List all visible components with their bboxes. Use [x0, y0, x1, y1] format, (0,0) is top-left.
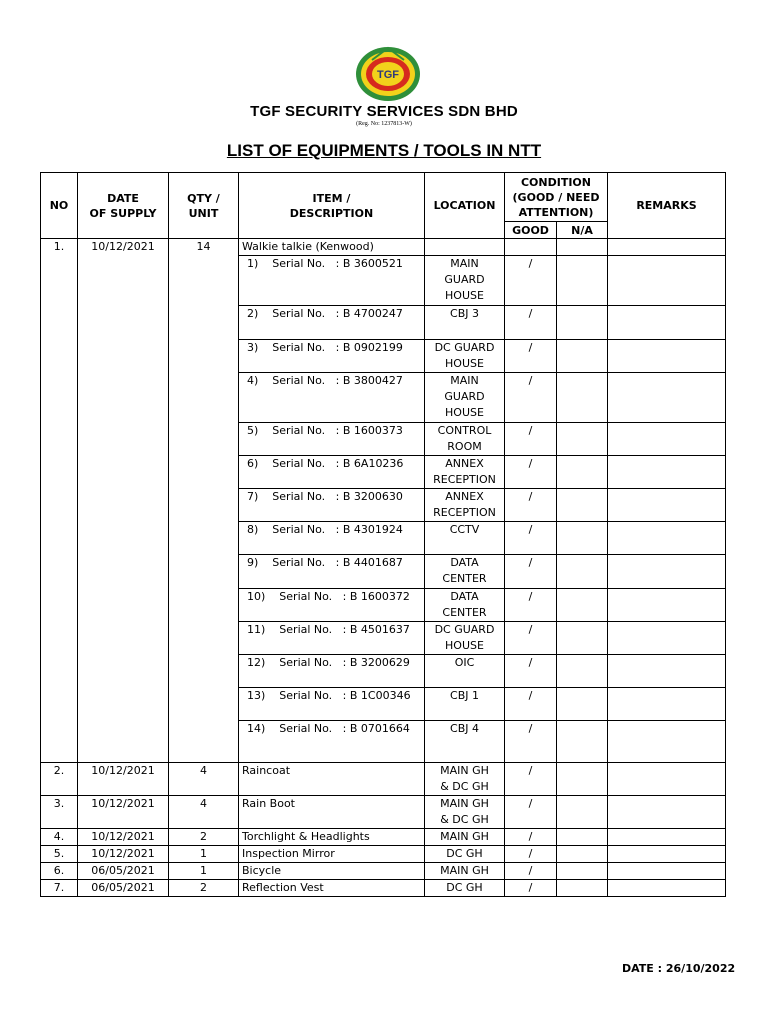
- serial-remarks: [608, 489, 726, 522]
- serial-number-index: 11): [247, 623, 266, 636]
- row-item: Rain Boot: [239, 796, 425, 829]
- serial-number-text: Serial No. : B 0701664: [279, 722, 410, 735]
- serial-number-index: 9): [247, 556, 259, 569]
- row-item: Bicycle: [239, 863, 425, 880]
- footer-date: DATE : 26/10/2022: [622, 962, 736, 975]
- serial-remarks: [608, 688, 726, 721]
- row-location: MAIN GH: [425, 863, 505, 880]
- serial-item: [239, 589, 425, 622]
- serial-number-index: 5): [247, 424, 259, 437]
- header-condition: CONDITION (GOOD / NEED ATTENTION): [505, 173, 608, 222]
- serial-number-index: 3): [247, 341, 259, 354]
- serial-good: /: [505, 489, 557, 522]
- serial-good: /: [505, 688, 557, 721]
- row-remarks: [608, 863, 726, 880]
- serial-good: /: [505, 655, 557, 688]
- row-good: /: [505, 846, 557, 863]
- serial-na: [557, 721, 608, 763]
- header-remarks: REMARKS: [608, 173, 726, 239]
- serial-location: CCTV: [425, 522, 505, 555]
- serial-number-index: 10): [247, 590, 266, 603]
- row-qty: 2: [169, 829, 239, 846]
- row-location: MAIN GH: [425, 829, 505, 846]
- serial-number-index: 14): [247, 722, 266, 735]
- row-no: 6.: [41, 863, 78, 880]
- row-date: 10/12/2021: [78, 763, 169, 796]
- row-date: 06/05/2021: [78, 863, 169, 880]
- serial-remarks: [608, 456, 726, 489]
- serial-number-text: Serial No. : B 3800427: [272, 374, 403, 387]
- serial-number-index: 12): [247, 656, 266, 669]
- table-row: [41, 239, 726, 256]
- serial-remarks: [608, 555, 726, 589]
- serial-location: CONTROL ROOM: [425, 423, 505, 456]
- serial-number-index: 6): [247, 457, 259, 470]
- table-row: [41, 796, 726, 829]
- table-row: [41, 829, 726, 846]
- serial-na: [557, 489, 608, 522]
- row-date: 06/05/2021: [78, 880, 169, 897]
- serial-na: [557, 373, 608, 423]
- row-na: [557, 846, 608, 863]
- serial-location: CBJ 3: [425, 306, 505, 340]
- serial-remarks: [608, 306, 726, 340]
- serial-location: DATA CENTER: [425, 555, 505, 589]
- registration-number: (Reg. No: 1237813-W): [356, 121, 412, 127]
- row-location: MAIN GH & DC GH: [425, 763, 505, 796]
- row-qty: 1: [169, 863, 239, 880]
- serial-good: /: [505, 306, 557, 340]
- serial-number-index: 1): [247, 257, 259, 270]
- serial-number-index: 13): [247, 689, 266, 702]
- row-date: 10/12/2021: [78, 796, 169, 829]
- row-item: Torchlight & Headlights: [239, 829, 425, 846]
- equipment-table: [40, 172, 726, 897]
- serial-na: [557, 423, 608, 456]
- serial-good: /: [505, 721, 557, 763]
- logo-initials: TGF: [377, 69, 399, 81]
- serial-na: [557, 456, 608, 489]
- row-no: 5.: [41, 846, 78, 863]
- serial-number-index: 7): [247, 490, 259, 503]
- serial-item: [239, 721, 425, 763]
- row-remarks: [608, 846, 726, 863]
- serial-location: OIC: [425, 655, 505, 688]
- header-na: N/A: [557, 222, 608, 239]
- row-na: [557, 829, 608, 846]
- row-good: /: [505, 880, 557, 897]
- serial-good: /: [505, 373, 557, 423]
- serial-number-text: Serial No. : B 3600521: [272, 257, 403, 270]
- serial-good: /: [505, 456, 557, 489]
- row-qty: 4: [169, 796, 239, 829]
- serial-item: [239, 622, 425, 655]
- row-good: [505, 239, 557, 256]
- row-na: [557, 880, 608, 897]
- serial-na: [557, 256, 608, 306]
- serial-good: /: [505, 622, 557, 655]
- row-na: [557, 763, 608, 796]
- header-item: ITEM / DESCRIPTION: [239, 173, 425, 239]
- serial-na: [557, 522, 608, 555]
- serial-number-text: Serial No. : B 1600372: [279, 590, 410, 603]
- row-no: 7.: [41, 880, 78, 897]
- row-no: 3.: [41, 796, 78, 829]
- serial-remarks: [608, 589, 726, 622]
- serial-na: [557, 306, 608, 340]
- row-location: MAIN GH & DC GH: [425, 796, 505, 829]
- serial-number-text: Serial No. : B 0902199: [272, 341, 403, 354]
- company-logo: [352, 44, 424, 102]
- row-no: 1.: [41, 239, 78, 763]
- serial-item: [239, 522, 425, 555]
- serial-good: /: [505, 555, 557, 589]
- table-row: [41, 880, 726, 897]
- header-location: LOCATION: [425, 173, 505, 239]
- serial-location: CBJ 4: [425, 721, 505, 763]
- row-date: 10/12/2021: [78, 846, 169, 863]
- row-item: Walkie talkie (Kenwood): [239, 239, 425, 256]
- row-item: Inspection Mirror: [239, 846, 425, 863]
- serial-location: DC GUARD HOUSE: [425, 622, 505, 655]
- row-qty: 1: [169, 846, 239, 863]
- serial-remarks: [608, 423, 726, 456]
- row-good: /: [505, 829, 557, 846]
- row-good: /: [505, 863, 557, 880]
- table-row: [41, 846, 726, 863]
- header-no: NO: [41, 173, 78, 239]
- row-date: 10/12/2021: [78, 239, 169, 763]
- serial-number-text: Serial No. : B 3200629: [279, 656, 410, 669]
- serial-na: [557, 688, 608, 721]
- serial-item: [239, 340, 425, 373]
- page-title: LIST OF EQUIPMENTS / TOOLS IN NTT: [226, 141, 542, 160]
- row-qty: 2: [169, 880, 239, 897]
- serial-item: [239, 423, 425, 456]
- serial-number-text: Serial No. : B 1C00346: [279, 689, 411, 702]
- serial-location: DC GUARD HOUSE: [425, 340, 505, 373]
- serial-good: /: [505, 589, 557, 622]
- serial-remarks: [608, 522, 726, 555]
- serial-na: [557, 622, 608, 655]
- serial-remarks: [608, 622, 726, 655]
- serial-good: /: [505, 256, 557, 306]
- serial-item: [239, 306, 425, 340]
- serial-item: [239, 456, 425, 489]
- serial-remarks: [608, 655, 726, 688]
- serial-item: [239, 373, 425, 423]
- serial-location: ANNEX RECEPTION: [425, 489, 505, 522]
- header-good: GOOD: [505, 222, 557, 239]
- row-location: [425, 239, 505, 256]
- serial-number-text: Serial No. : B 4700247: [272, 307, 403, 320]
- row-remarks: [608, 796, 726, 829]
- row-location: DC GH: [425, 846, 505, 863]
- row-remarks: [608, 763, 726, 796]
- serial-number-text: Serial No. : B 4501637: [279, 623, 410, 636]
- header-qty: QTY / UNIT: [169, 173, 239, 239]
- serial-remarks: [608, 256, 726, 306]
- row-item: Reflection Vest: [239, 880, 425, 897]
- serial-na: [557, 655, 608, 688]
- serial-location: ANNEX RECEPTION: [425, 456, 505, 489]
- serial-location: DATA CENTER: [425, 589, 505, 622]
- serial-number-text: Serial No. : B 4401687: [272, 556, 403, 569]
- serial-number-text: Serial No. : B 3200630: [272, 490, 403, 503]
- serial-number-index: 2): [247, 307, 259, 320]
- row-item: Raincoat: [239, 763, 425, 796]
- row-remarks: [608, 239, 726, 256]
- serial-good: /: [505, 340, 557, 373]
- serial-location: CBJ 1: [425, 688, 505, 721]
- row-no: 4.: [41, 829, 78, 846]
- serial-good: /: [505, 522, 557, 555]
- row-na: [557, 863, 608, 880]
- serial-remarks: [608, 340, 726, 373]
- serial-number-index: 4): [247, 374, 259, 387]
- serial-location: MAIN GUARD HOUSE: [425, 256, 505, 306]
- header-date: DATE OF SUPPLY: [78, 173, 169, 239]
- row-no: 2.: [41, 763, 78, 796]
- row-qty: 4: [169, 763, 239, 796]
- serial-na: [557, 340, 608, 373]
- serial-item: [239, 555, 425, 589]
- serial-na: [557, 589, 608, 622]
- row-remarks: [608, 880, 726, 897]
- row-remarks: [608, 829, 726, 846]
- row-location: DC GH: [425, 880, 505, 897]
- serial-number-text: Serial No. : B 6A10236: [272, 457, 404, 470]
- row-na: [557, 239, 608, 256]
- serial-item: [239, 655, 425, 688]
- serial-number-text: Serial No. : B 4301924: [272, 523, 403, 536]
- row-good: /: [505, 763, 557, 796]
- row-qty: 14: [169, 239, 239, 763]
- serial-item: [239, 688, 425, 721]
- row-na: [557, 796, 608, 829]
- serial-item: [239, 489, 425, 522]
- serial-remarks: [608, 721, 726, 763]
- serial-na: [557, 555, 608, 589]
- serial-number-index: 8): [247, 523, 259, 536]
- company-name: TGF SECURITY SERVICES SDN BHD: [250, 103, 518, 120]
- table-row: [41, 763, 726, 796]
- serial-location: MAIN GUARD HOUSE: [425, 373, 505, 423]
- row-date: 10/12/2021: [78, 829, 169, 846]
- row-good: /: [505, 796, 557, 829]
- serial-remarks: [608, 373, 726, 423]
- serial-item: [239, 256, 425, 306]
- serial-number-text: Serial No. : B 1600373: [272, 424, 403, 437]
- table-row: [41, 863, 726, 880]
- serial-good: /: [505, 423, 557, 456]
